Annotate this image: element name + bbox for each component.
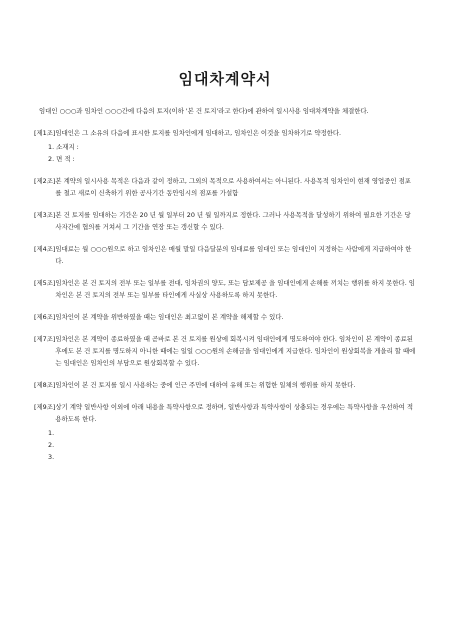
article-2 [34,175,416,199]
article-number: [제2조] [34,177,56,185]
article-text: 본 건 토지를 임대하는 기간은 20 년 월 일부터 20 년 월 일까지로 정한다. 그러나 사용목적을 달성하기 위하여 필요한 기간은 당사자간에 협의를 거쳐서 그 기간을 연장 또는 갱신할 수 있다. [55,211,411,231]
article-number: [제5조] [34,279,56,287]
article-number: [제4조] [34,245,56,253]
article-1 [34,127,416,139]
article-6 [34,311,416,323]
list-item: 1. 소재지 : [48,143,79,151]
article-number: [제7조] [34,335,56,343]
list-item: 1. [48,429,55,437]
list-item: 3. [48,453,55,461]
property-details-list [34,141,416,165]
article-text: 임대료는 월 ○○○원으로 하고 임차인은 매월 말일 다음달분의 임대료를 임대인 또는 임대인이 지정하는 사람에게 지급하여야 한다. [55,245,412,265]
article-number: [제3조] [34,211,56,219]
article-text: 임차인이 본 계약을 위반하였을 때는 임대인은 최고없이 본 계약을 해제할 수 있다. [55,313,284,321]
article-3 [34,209,416,233]
intro-paragraph: 임대인 ○○○과 임차인 ○○○간에 다음의 토지(이하 '본 건 토지'라고 한다)에 관하여 일시사용 임대차계약을 체결한다. [39,107,369,115]
article-text: 상기 계약 일반사항 이외에 아래 내용을 특약사항으로 정하며, 일반사항과 특약사항이 상충되는 경우에는 특약사항을 우선하여 적용하도록 한다. [55,403,414,423]
article-9 [34,401,416,425]
article-text: 임대인은 그 소유의 다음에 표시한 토지를 임차인에게 임대하고, 임차인은 이것을 임차하기로 약정한다. [55,129,342,137]
special-terms-list [34,427,416,463]
article-text: 임차인은 본 건 토지의 전부 또는 일부를 전대, 임차권의 양도, 또는 담보제공 을 임대인에게 손해를 끼치는 행위를 하지 못한다. 임차인은 본 건 토지의 전부 또는 일부를 타인에게 사실상 사용하도록 하지 못한다. [55,279,415,299]
article-number: [제9조] [34,403,56,411]
article-text: 임차인은 본 계약이 종료하였을 때 곧바로 본 건 토지를 원상에 회복시켜 임대인에게 명도하여야 한다. 임차인이 본 계약이 종료된 후에도 본 건 토지를 명도하지 아니한 때에는 일일 ○○○원의 손해금을 임대인에게 지급한다. 임차인이 원상회복을 게을리 할 때에는 임대인은 임차인의 부담으로 원상회복할 수 있다. [55,335,416,367]
article-text: 임차인이 본 건 토지를 일시 사용하는 중에 인근 주민에 대하여 유해 또는 위험한 일체의 행위를 하지 못한다. [55,381,356,389]
article-8 [34,379,416,391]
article-body [55,127,416,139]
article-4 [34,243,416,267]
article-7 [34,333,416,369]
article-number: [제1조] [34,129,56,137]
article-text: 본 계약의 일시사용 목적은 다음과 같이 정하고, 그외의 목적으로 사용하여서는 아니된다. 사용목적 임차인이 현재 영업중인 점포를 철고 새로이 신축하기 위한 공사기간 동안임시의 점포를 가설함 [55,177,411,197]
article-number: [제8조] [34,381,56,389]
article-number: [제6조] [34,313,56,321]
list-item: 2. [48,441,55,449]
list-item: 2. 면 적 : [48,155,75,163]
article-5 [34,277,416,301]
document-title: 임대차계약서 [178,70,272,88]
